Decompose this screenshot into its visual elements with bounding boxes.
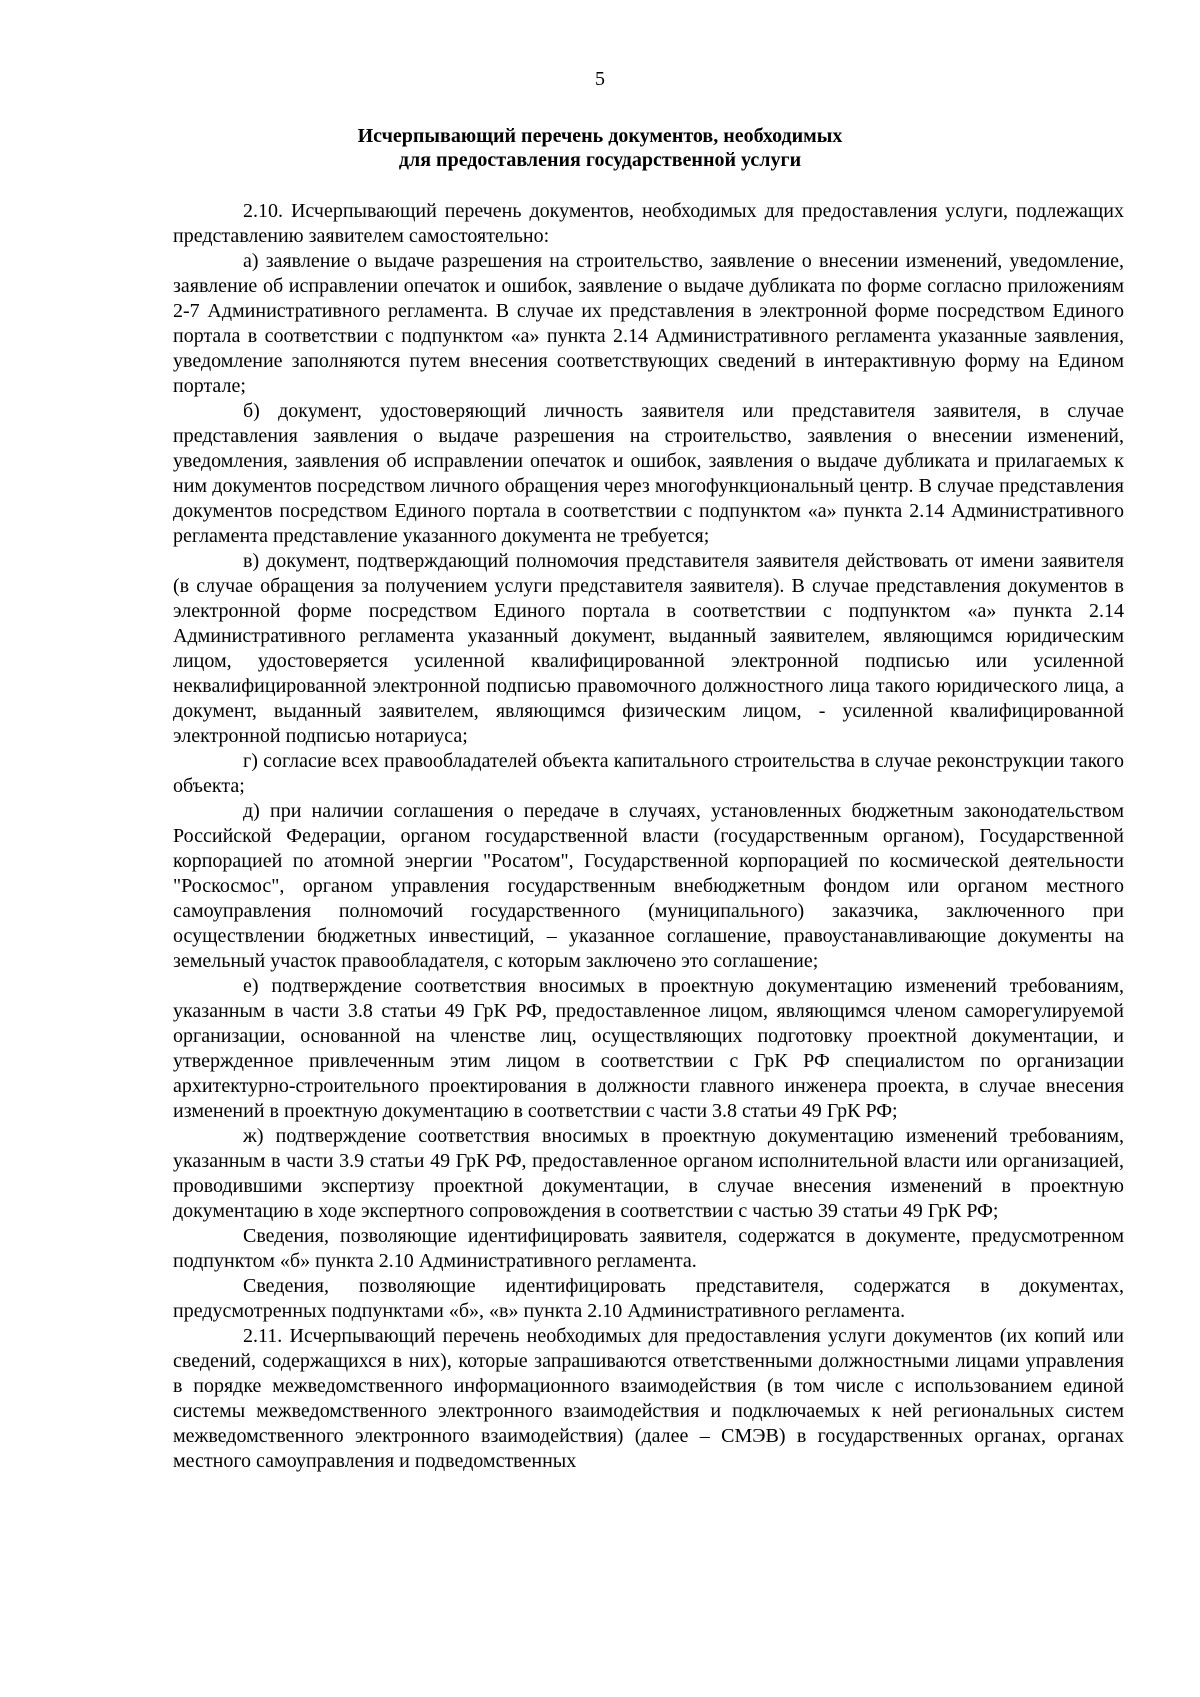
heading-line-1: Исчерпывающий перечень документов, необходимых — [357, 125, 843, 147]
paragraph-item-d: д) при наличии соглашения о передаче в случаях, установленных бюджетным законодательством Российской Федерации, органом государственной власти (государственным органом), Государственной корпорацией по атомной энергии "Росатом", Государственной корпорацией по космической деятельности "Роскосмос", органом управления государственным внебюджетным фондом или органом местного самоуправления полномочий государственного (муниципального) заказчика, заключенного при осуществлении бюджетных инвестиций, – указанное соглашение, правоустанавливающие документы на земельный участок правообладателя, с которым заключено это соглашение; — [173, 800, 1124, 972]
section-heading — [0, 124, 1200, 172]
paragraph-representative-info: Сведения, позволяющие идентифицировать представителя, содержатся в документах, предусмотренных подпунктами «б», «в» пункта 2.10 Административного регламента. — [173, 1275, 1124, 1322]
paragraph-2-11: 2.11. Исчерпывающий перечень необходимых для предоставления услуги документов (их копий или сведений, содержащихся в них), которые запрашиваются ответственными должностными лицами управления в порядке межведомственного информационного взаимодействия (в том числе с использованием единой системы межведомственного электронного взаимодействия и подключаемых к ней региональных систем межведомственного электронного взаимодействия) (далее – СМЭВ) в государственных органах, органах местного самоуправления и подведомственных — [173, 1325, 1124, 1472]
paragraph-item-e: е) подтверждение соответствия вносимых в проектную документацию изменений требованиям, указанным в части 3.8 статьи 49 ГрК РФ, предоставленное лицом, являющимся членом саморегулируемой организации, основанной на членстве лиц, осуществляющих подготовку проектной документации, и утвержденное привлеченным этим лицом в соответствии с ГрК РФ специалистом по организации архитектурно-строительного проектирования в должности главного инженера проекта, в случае внесения изменений в проектную документацию в соответствии с части 3.8 статьи 49 ГрК РФ; — [173, 975, 1124, 1122]
document-body — [173, 199, 1124, 1474]
paragraph-item-zh: ж) подтверждение соответствия вносимых в проектную документацию изменений требованиям, указанным в части 3.9 статьи 49 ГрК РФ, предоставленное органом исполнительной власти или организацией, проводившими экспертизу проектной документации, в случае внесения изменений в проектную документацию в ходе экспертного сопровождения в соответствии с частью 39 статьи 49 ГрК РФ; — [173, 1125, 1124, 1222]
paragraph-applicant-info: Сведения, позволяющие идентифицировать заявителя, содержатся в документе, предусмотренном подпунктом «б» пункта 2.10 Административного регламента. — [173, 1225, 1124, 1272]
paragraph-2-10: 2.10. Исчерпывающий перечень документов, необходимых для предоставления услуги, подлежащих представлению заявителем самостоятельно: — [173, 200, 1124, 247]
paragraph-item-v: в) документ, подтверждающий полномочия представителя заявителя действовать от имени заявителя (в случае обращения за получением услуги представителя заявителя). В случае представления документов в электронной форме посредством Единого портала в соответствии с подпунктом «а» пункта 2.14 Административного регламента указанный документ, выданный заявителем, являющимся юридическим лицом, удостоверяется усиленной квалифицированной электронной подписью или усиленной неквалифицированной электронной подписью правомочного должностного лица такого юридического лица, а документ, выданный заявителем, являющимся физическим лицом, - усиленной квалифицированной электронной подписью нотариуса; — [173, 550, 1124, 747]
paragraph-item-g: г) согласие всех правообладателей объекта капитального строительства в случае реконструкции такого объекта; — [173, 750, 1124, 797]
page-number: 5 — [595, 68, 605, 90]
paragraph-item-a: а) заявление о выдаче разрешения на строительство, заявление о внесении изменений, уведомление, заявление об исправлении опечаток и ошибок, заявление о выдаче дубликата по форме согласно приложениям 2-7 Административного регламента. В случае их представления в электронной форме посредством Единого портала в соответствии с подпунктом «а» пункта 2.14 Административного регламента указанные заявления, уведомление заполняются путем внесения соответствующих сведений в интерактивную форму на Едином портале; — [173, 250, 1124, 397]
heading-line-2: для предоставления государственной услуги — [398, 149, 802, 171]
paragraph-item-b: б) документ, удостоверяющий личность заявителя или представителя заявителя, в случае представления заявления о выдаче разрешения на строительство, заявления о внесении изменений, уведомления, заявления об исправлении опечаток и ошибок, заявления о выдаче дубликата и прилагаемых к ним документов посредством личного обращения через многофункциональный центр. В случае представления документов посредством Единого портала в соответствии с подпунктом «а» пункта 2.14 Административного регламента представление указанного документа не требуется; — [173, 400, 1124, 547]
